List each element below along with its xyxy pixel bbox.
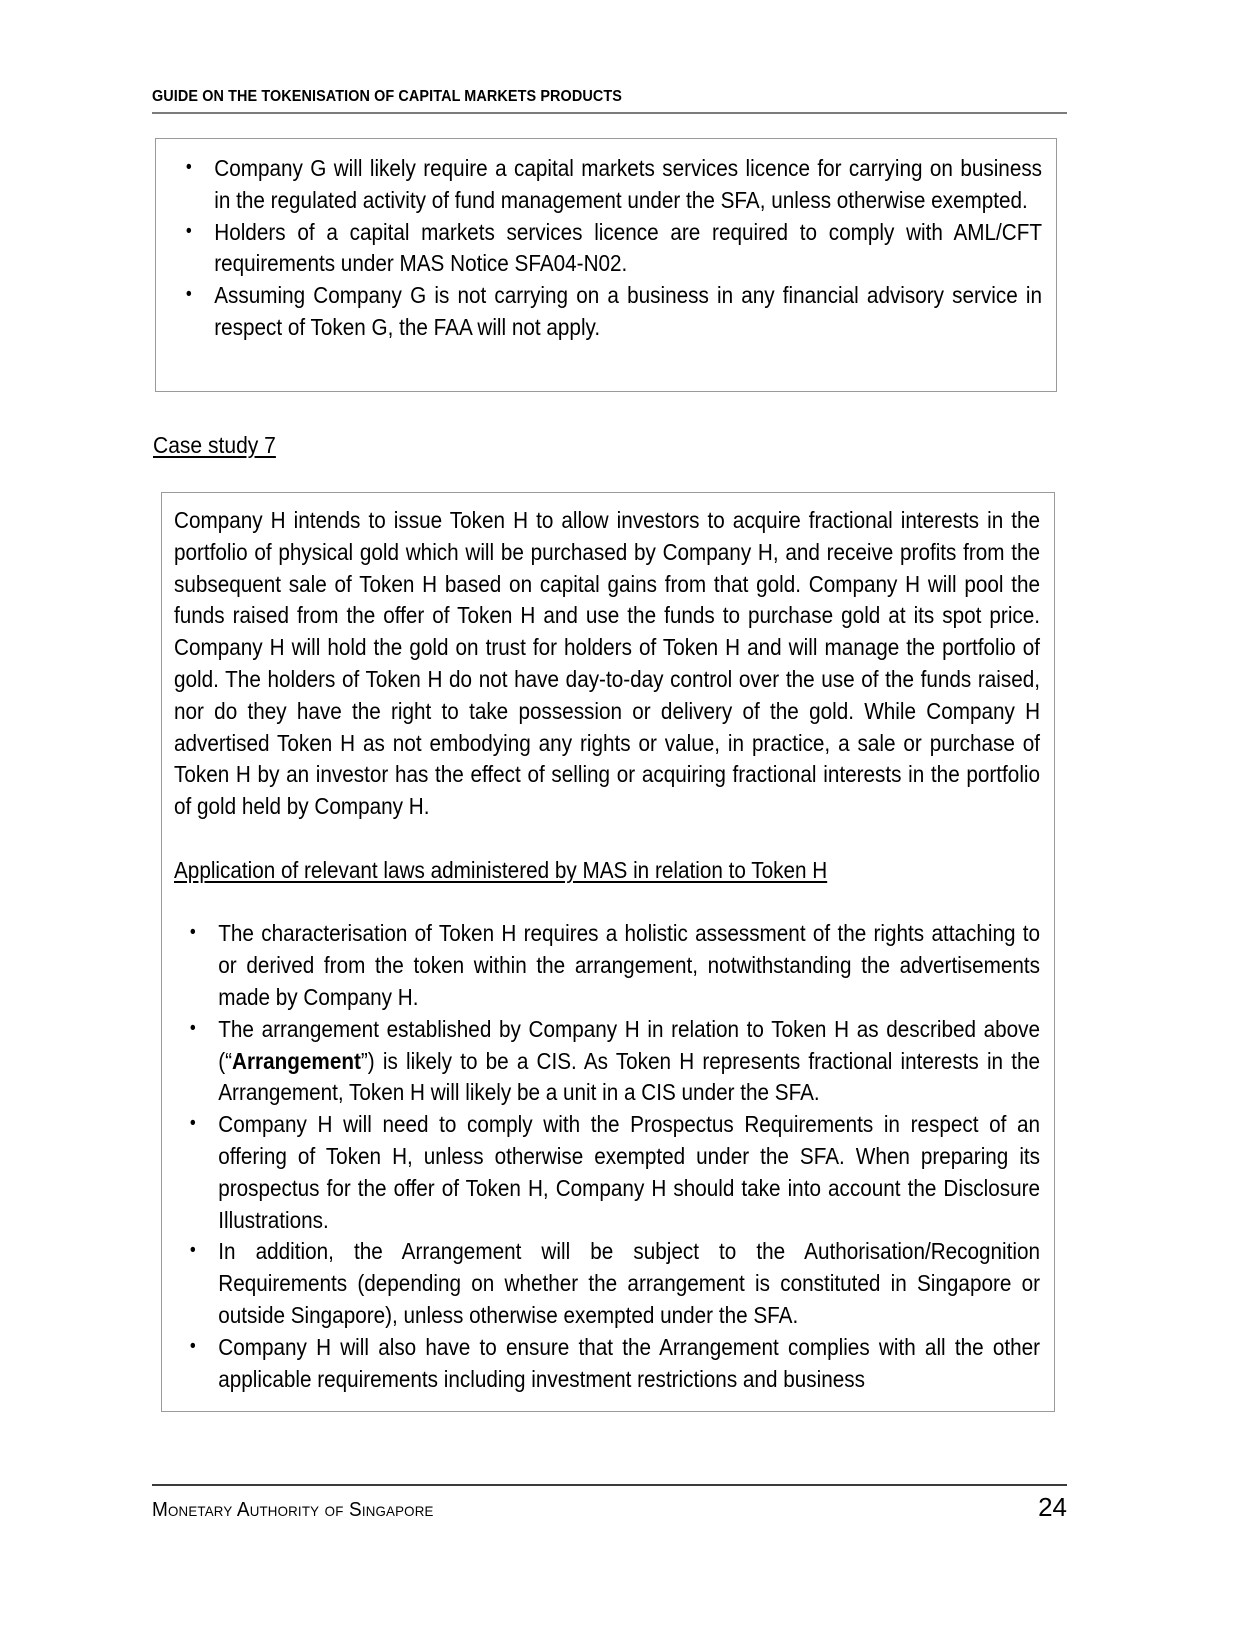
- page-footer: [152, 1484, 1067, 1522]
- page-header: [152, 88, 1067, 114]
- footer-organisation: Monetary Authority of Singapore: [152, 1499, 434, 1521]
- bullet-text: The arrangement established by Company H in relation to Token H as described above (“: [218, 1015, 1041, 1074]
- bullet-text: Holders of a capital markets services licence are required to comply with AML/CFT requirements under MAS Notice SFA04-N02.: [214, 218, 1043, 277]
- callout-box-case-study-7: [161, 492, 1055, 1412]
- list-item: [174, 1109, 1040, 1236]
- page-number: 24: [1038, 1492, 1067, 1522]
- list-item: [170, 217, 1042, 281]
- bullet-text: Company G will likely require a capital markets services licence for carrying on business in the regulated activity of fund management under the SFA, unless otherwise exempted.: [214, 155, 1043, 213]
- page-header-title: GUIDE ON THE TOKENISATION OF CAPITAL MARKETS PRODUCTS: [152, 88, 622, 105]
- box-one-bullet-list: [170, 153, 1042, 344]
- bullet-emphasis: Arrangement: [232, 1047, 361, 1074]
- box-two-bullet-list: [174, 918, 1040, 1395]
- box-one-content: [170, 153, 1042, 344]
- list-item: [174, 1332, 1040, 1396]
- subheading-line: [174, 855, 1040, 887]
- callout-box-case-6-conclusions: [155, 138, 1057, 392]
- box-two-content: [174, 505, 1040, 1395]
- list-item: [170, 280, 1042, 344]
- bullet-text: Company H will also have to ensure that the Arrangement complies with all the other applicable requirements including investment restrictions and business: [218, 1333, 1041, 1392]
- footer-row: [152, 1494, 1067, 1522]
- application-of-laws-subheading: Application of relevant laws administered by MAS in relation to Token H: [174, 856, 828, 883]
- bullet-text-cont: ”) is likely to be a CIS. As Token H represents fractional interests in the Arrangement, Token H will likely be a unit in a CIS under the SFA.: [218, 1047, 1041, 1106]
- list-item: [174, 1236, 1040, 1331]
- case-study-heading: Case study 7: [153, 432, 276, 458]
- header-divider: [152, 112, 1067, 114]
- paragraph-spacer: [174, 823, 1040, 855]
- list-item: [174, 918, 1040, 1013]
- bullet-text: Assuming Company G is not carrying on a business in any financial advisory service in respect of Token G, the FAA will not apply.: [214, 282, 1043, 340]
- list-item: [174, 1014, 1040, 1109]
- list-item: [170, 153, 1042, 217]
- bullet-text: In addition, the Arrangement will be subject to the Authorisation/Recognition Requirements (depending on whether the arrangement is constituted in Singapore or outside Singapore), unless otherwise exempted under the SFA.: [218, 1238, 1041, 1328]
- case-study-paragraph: Company H intends to issue Token H to allow investors to acquire fractional interests in the portfolio of physical gold which will be purchased by Company H, and receive profits from the subsequent sale of Token H based on capital gains from that gold. Company H will pool the funds raised from the offer of Token H and use the funds to purchase gold at its spot price. Company H will hold the gold on trust for holders of Token H and will manage the portfolio of gold. The holders of Token H do not have day-to-day control over the use of the funds raised, nor do they have the right to take possession or delivery of the gold. While Company H advertised Token H as not embodying any rights or value, in practice, a sale or purchase of Token H by an investor has the effect of selling or acquiring fractional interests in the portfolio of gold held by Company H.: [174, 507, 1041, 820]
- footer-divider: [152, 1484, 1067, 1486]
- bullet-text: The characterisation of Token H requires a holistic assessment of the rights attaching to or derived from the token within the arrangement, notwithstanding the advertisements made by Company H.: [218, 920, 1041, 1010]
- bullet-text: Company H will need to comply with the Prospectus Requirements in respect of an offering of Token H, unless otherwise exempted under the SFA. When preparing its prospectus for the offer of Token H, Company H should take into account the Disclosure Illustrations.: [218, 1111, 1041, 1233]
- subheading-spacer: [174, 887, 1040, 919]
